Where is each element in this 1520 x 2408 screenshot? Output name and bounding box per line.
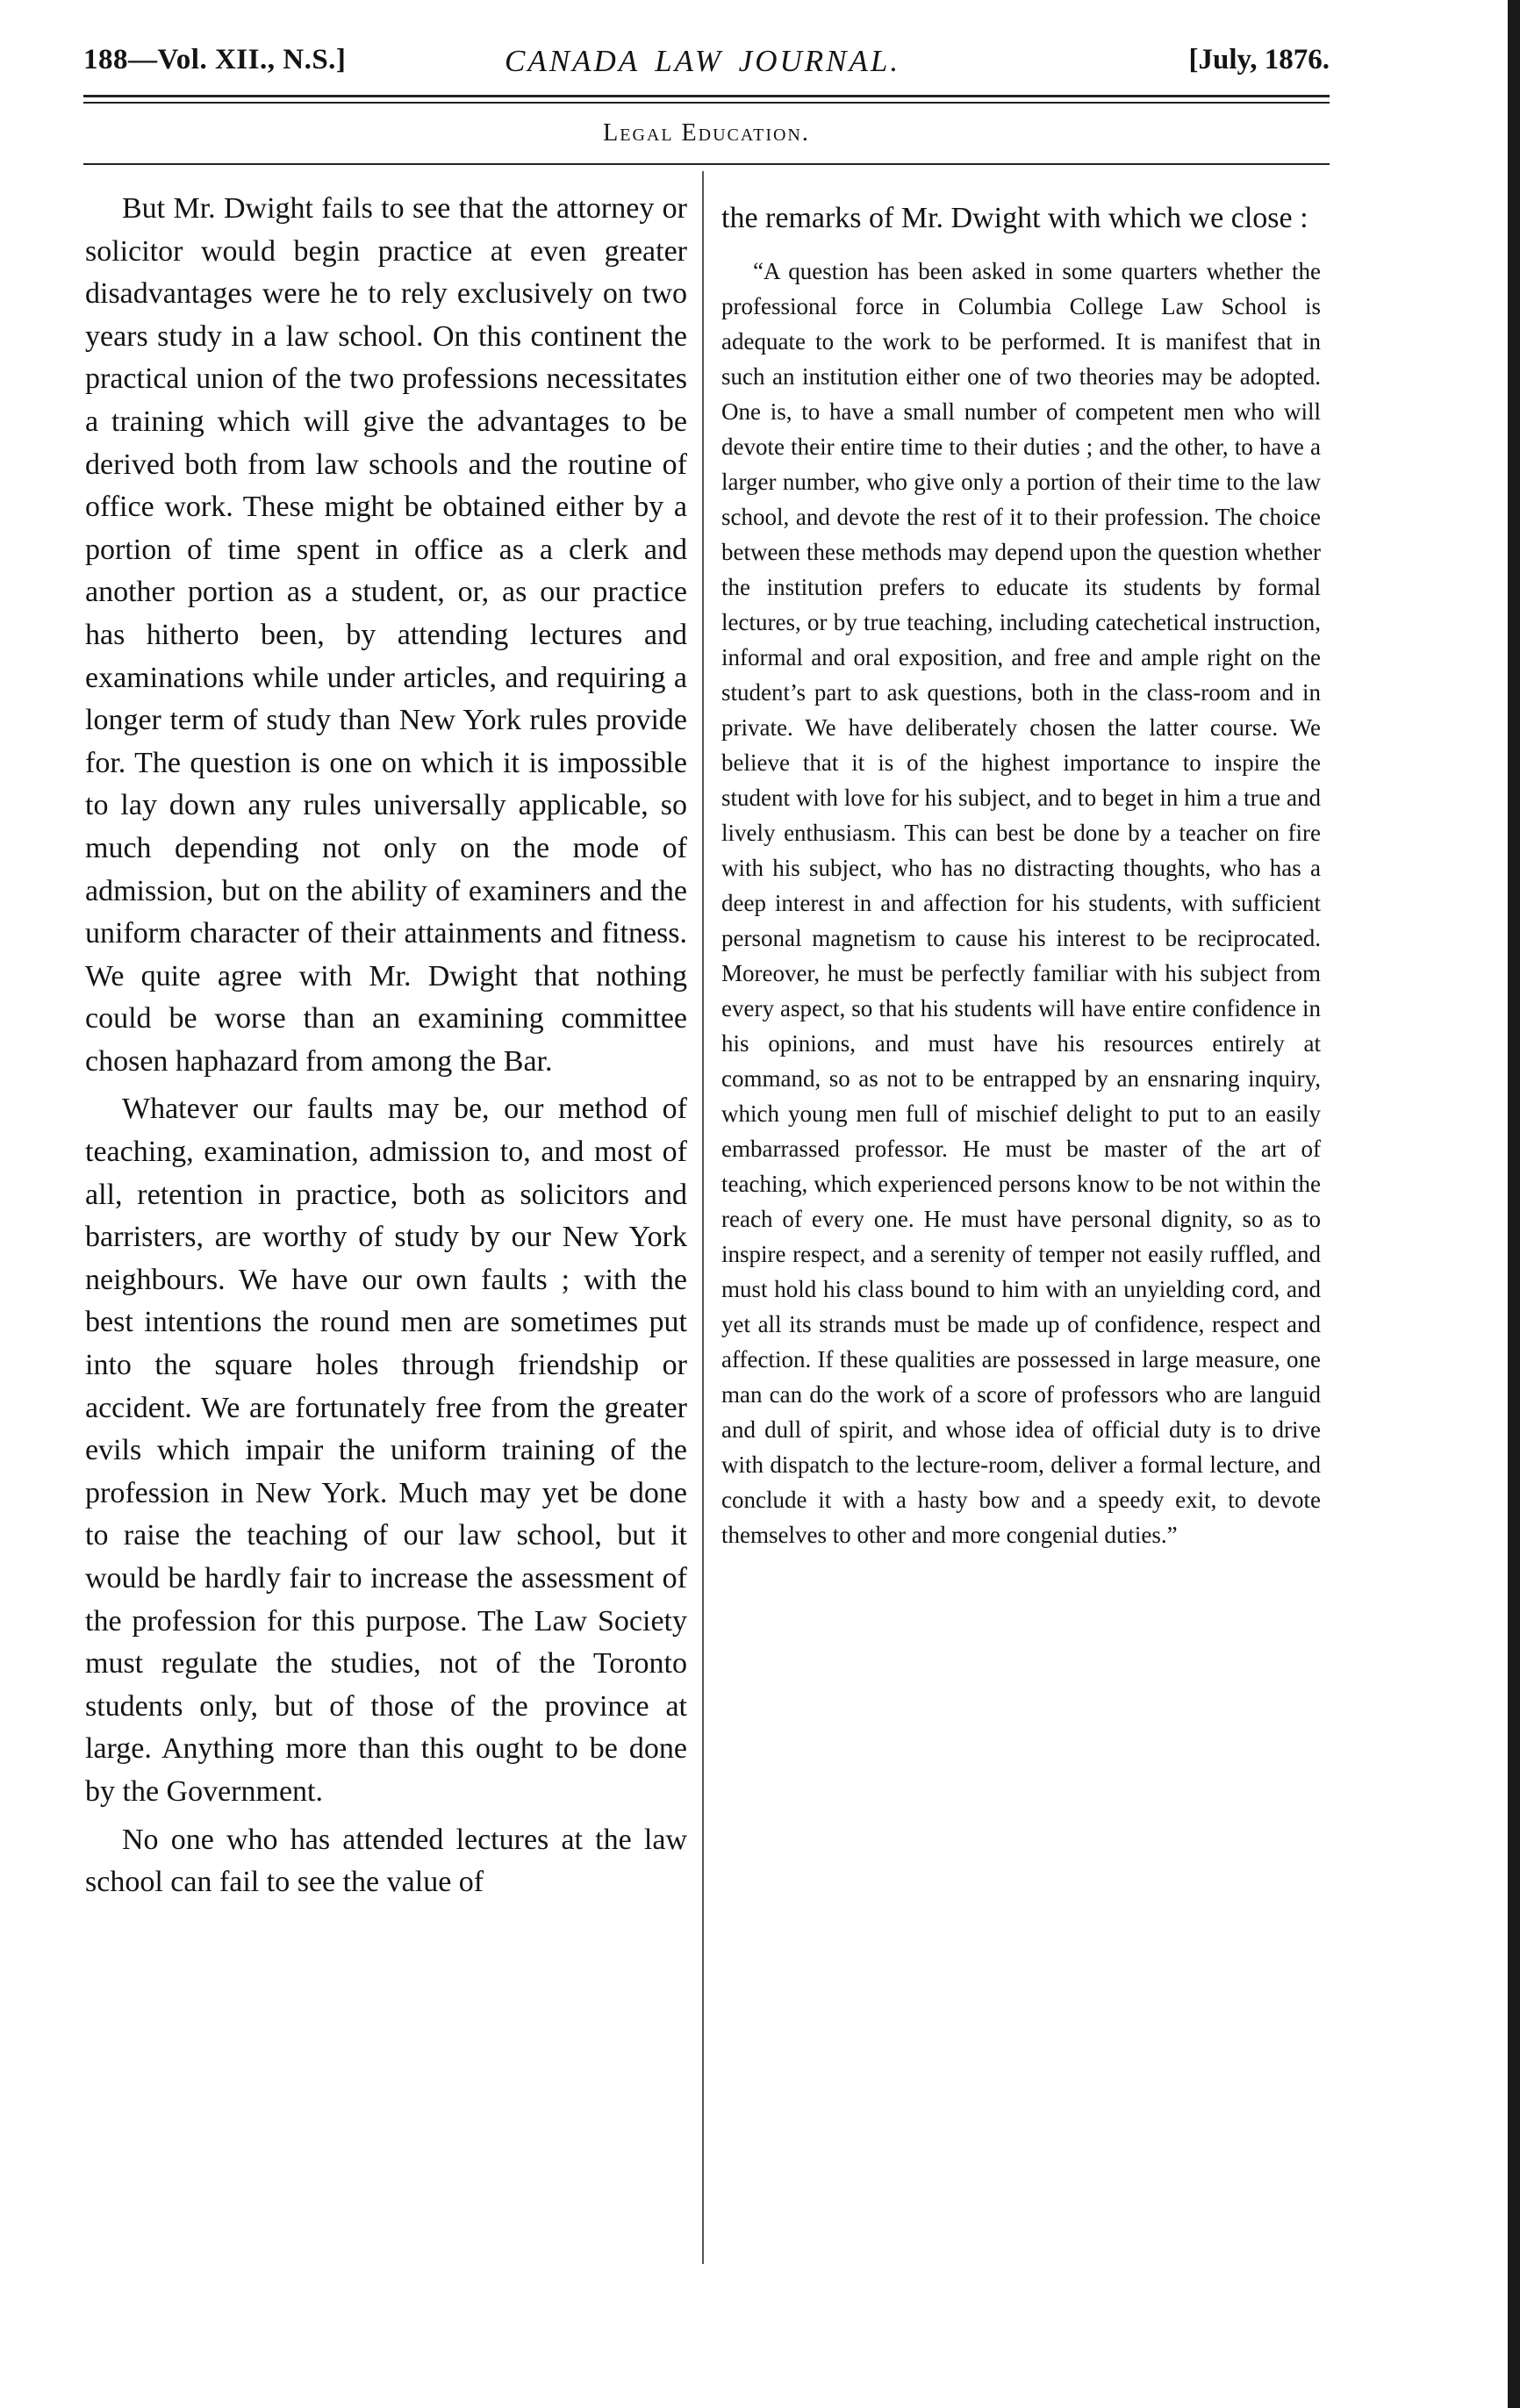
- issue-date: [July, 1876.: [1188, 44, 1330, 75]
- section-rule: [83, 163, 1330, 165]
- header-rule-thick: [83, 95, 1330, 97]
- page-edge-shadow: [1508, 0, 1520, 2408]
- body-paragraph: No one who has attended lectures at the law school can fail to see the value of: [85, 1823, 687, 1899]
- header-rule-thin: [83, 102, 1330, 104]
- lead-in-text: the remarks of Mr. Dwight with which we close :: [721, 202, 1308, 234]
- running-header: [83, 44, 1330, 90]
- right-column: [721, 197, 1321, 1552]
- block-quote: “A question has been asked in some quarters whether the professional force in Columbia College Law School is adequate to the work to be performed. It is manifest that in such an institution either one of two theories may be adopted. One is, to have a small number of competent men who will devote their entire time to their duties ; and the other, to have a larger number, who give only a portion of their time to the law school, and devote the rest of it to their profession. The choice between these methods may depend upon the question whether the institution prefers to educate its students by formal lectures, or by true teaching, including catechetical instruction, informal and oral exposition, and free and ample right on the student’s part to ask questions, both in the class-room and in private. We have deliberately chosen the latter course. We believe that it is of the highest importance to inspire the student with love for his subject, and to beget in him a true and lively enthusiasm. This can best be done by a teacher on fire with his subject, who has no distracting thoughts, who has a deep interest in and affection for his students, with sufficient personal magnetism to cause his interest to be reciprocated. Moreover, he must be perfectly familiar with his subject from every aspect, so that his students will have entire confidence in his opinions, and must have his resources entirely at command, so as not to be entrapped by an ensnaring inquiry, which young men full of mischief delight to put to an easily embarrassed professor. He must be master of the art of teaching, which experienced persons know to be not within the reach of every one. He must have personal dignity, so as to inspire respect, and a serenity of temper not easily ruffled, and must hold his class bound to him with an unyielding cord, and yet all its strands must be made up of confidence, respect and affection. If these qualities are possessed in large measure, one man can do the work of a score of professors who are languid and dull of spirit, and whose idea of official duty is to drive with dispatch to the lecture-room, deliver a formal lecture, and conclude it with a hasty bow and a speedy exit, to devote themselves to other and more congenial duties.”: [721, 258, 1321, 1548]
- column-divider: [702, 171, 704, 2264]
- page-folio: 188—Vol. XII., N.S.]: [83, 44, 347, 75]
- body-paragraph: Whatever our faults may be, our method of teaching, examination, admission to, and most of all, retention in practice, both as solicitors and barristers, are worthy of study by our New York neighbours. We have our own faults ; with the best intentions the round men are sometimes put into the square holes through friendship or accident. We are fortunately free from the greater evils which impair the uniform training of the profession in New York. Much may yet be done to raise the teaching of our law school, but it would be hardly fair to increase the assessment of the profession for this purpose. The Law Society must regulate the studies, not of the Toronto students only, but of those of the province at large. Anything more than this ought to be done by the Government.: [85, 1093, 687, 1808]
- journal-title: CANADA LAW JOURNAL.: [505, 44, 901, 78]
- body-paragraph: But Mr. Dwight fails to see that the attorney or solicitor would begin practice at even greater disadvantages were he to rely exclusively on two years study in a law school. On this continent the practical union of the two professions necessitates a training which will give the advantages to be derived both from law schools and the routine of office work. These might be obtained either by a portion of time spent in office as a clerk and another portion as a student, or, as our practice has hitherto been, by attending lectures and examinations while under articles, and requiring a longer term of study than New York rules provide for. The question is one on which it is impossible to lay down any rules universally applicable, so much depending not only on the mode of admission, but on the ability of examiners and the uniform character of their attainments and fitness. We quite agree with Mr. Dwight that nothing could be worse than an examining committee chosen haphazard from among the Bar.: [85, 192, 687, 1078]
- section-heading: Legal Education.: [603, 119, 810, 147]
- left-column: [85, 188, 687, 1910]
